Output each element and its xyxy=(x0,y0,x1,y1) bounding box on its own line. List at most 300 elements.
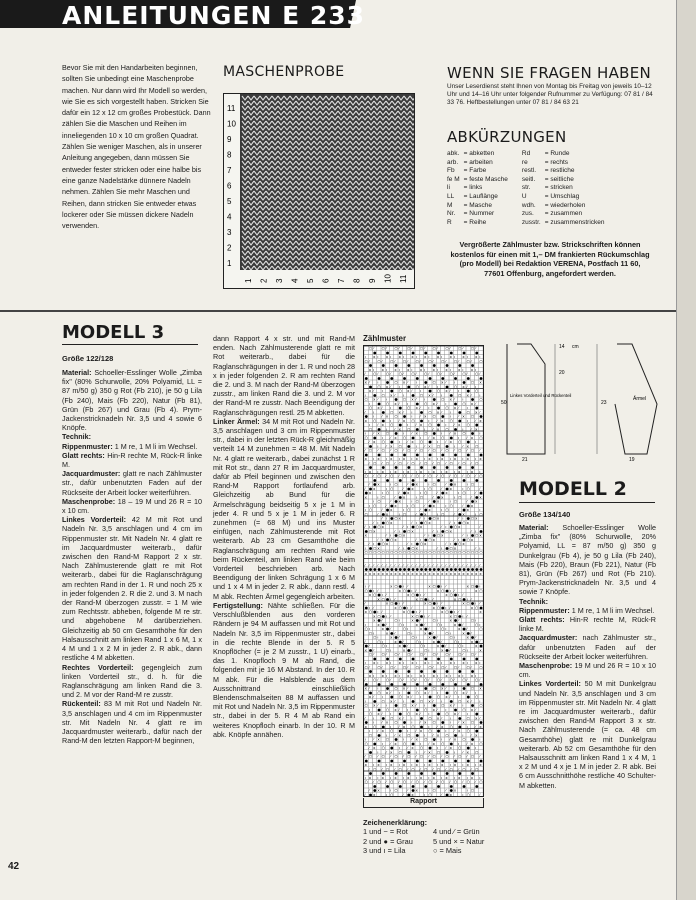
svg-text:⁄: ⁄ xyxy=(475,400,476,406)
svg-text:○: ○ xyxy=(381,643,385,649)
svg-text:●: ● xyxy=(466,515,470,521)
svg-text:⁄: ⁄ xyxy=(419,766,421,772)
svg-text:●: ● xyxy=(475,477,479,483)
svg-text:⁄: ⁄ xyxy=(436,545,438,551)
svg-text:●: ● xyxy=(390,439,394,445)
svg-text:⁄: ⁄ xyxy=(385,779,387,785)
svg-text:ı: ı xyxy=(466,774,468,780)
svg-text:x: x xyxy=(377,430,380,436)
svg-text:x: x xyxy=(419,570,423,576)
svg-text:○: ○ xyxy=(462,519,466,525)
svg-text:○: ○ xyxy=(385,766,390,772)
svg-text:ı: ı xyxy=(364,583,366,589)
svg-text:x: x xyxy=(479,762,482,768)
header-title: ANLEITUNGEN E 233 xyxy=(62,1,366,30)
abk-key: Fb xyxy=(447,167,455,175)
svg-text:○: ○ xyxy=(458,651,462,657)
svg-text:⁄: ⁄ xyxy=(411,562,412,568)
svg-text:ı: ı xyxy=(424,515,426,521)
svg-text:○: ○ xyxy=(436,677,441,683)
svg-text:x: x xyxy=(424,600,427,606)
svg-text:ı: ı xyxy=(419,536,421,542)
svg-text:⁄: ⁄ xyxy=(458,609,459,615)
svg-text:○: ○ xyxy=(470,515,475,521)
svg-text:x: x xyxy=(441,417,444,423)
svg-text:⁄: ⁄ xyxy=(411,736,412,742)
svg-text:⁄: ⁄ xyxy=(479,409,480,415)
svg-text:●: ● xyxy=(373,524,377,530)
paragraph-heading: Technik: xyxy=(62,432,92,442)
svg-text:ı: ı xyxy=(475,672,477,678)
svg-text:●: ● xyxy=(470,396,475,402)
svg-text:●: ● xyxy=(458,770,462,776)
svg-text:○: ○ xyxy=(381,392,385,398)
svg-text:○: ○ xyxy=(390,485,394,491)
svg-text:⁄: ⁄ xyxy=(458,617,459,623)
svg-text:x: x xyxy=(466,583,469,589)
svg-text:○: ○ xyxy=(394,549,398,555)
svg-text:○: ○ xyxy=(458,698,462,704)
svg-text:x: x xyxy=(475,660,478,666)
svg-text:○: ○ xyxy=(466,549,470,555)
svg-text:x: x xyxy=(411,354,414,360)
svg-text:ı: ı xyxy=(428,723,430,729)
abk-value: = Reihe xyxy=(463,218,487,226)
ruler-tick-label: 8 xyxy=(352,278,362,283)
svg-text:x: x xyxy=(479,609,482,615)
svg-text:x: x xyxy=(402,494,406,500)
svg-text:ı: ı xyxy=(441,468,443,474)
svg-text:⁄: ⁄ xyxy=(470,562,472,568)
svg-text:x: x xyxy=(462,719,465,725)
svg-text:⁄: ⁄ xyxy=(419,413,421,419)
svg-text:x: x xyxy=(475,715,478,721)
adjacent-page-edge xyxy=(676,0,696,900)
svg-text:⁄: ⁄ xyxy=(445,562,446,568)
svg-text:x: x xyxy=(436,643,440,649)
svg-text:●: ● xyxy=(373,349,377,355)
paragraph xyxy=(519,523,656,597)
paragraph-text: 83 M mit Rot und Nadeln Nr. 3,5 anschlagen und 4 cm im Rippenmuster str. Mit Nadeln Nr. 4 glatt re im Jacquardmuster weiterarb., dafür nach der Rand-M den letzten Rapport-M beginnen, xyxy=(62,699,202,746)
svg-text:x: x xyxy=(398,515,401,521)
svg-text:○: ○ xyxy=(402,396,407,402)
svg-text:x: x xyxy=(364,570,367,576)
svg-text:○: ○ xyxy=(390,536,394,542)
svg-text:⁄: ⁄ xyxy=(424,562,425,568)
svg-text:●: ● xyxy=(449,787,453,793)
svg-text:ı: ı xyxy=(411,587,413,593)
svg-text:●: ● xyxy=(385,536,390,542)
abk-value: = feste Masche xyxy=(463,175,508,183)
svg-text:●: ● xyxy=(470,634,475,640)
svg-text:○: ○ xyxy=(453,613,458,619)
svg-text:●: ● xyxy=(428,681,432,687)
svg-text:x: x xyxy=(402,723,406,729)
svg-text:⁄: ⁄ xyxy=(428,371,429,377)
svg-text:x: x xyxy=(453,762,457,768)
svg-text:●: ● xyxy=(402,719,407,725)
svg-text:ı: ı xyxy=(402,583,404,589)
svg-text:ı: ı xyxy=(411,672,413,678)
svg-text:●: ● xyxy=(458,715,462,721)
svg-text:x: x xyxy=(462,570,465,576)
svg-text:⁄: ⁄ xyxy=(453,396,455,402)
svg-text:⁄: ⁄ xyxy=(398,346,400,351)
paragraph-text: 34 M mit Rot und Nadeln Nr. 3,5 anschlagen und 3 cm im Rippenmuster str., dabei in der letzten Rück-R gleichmäßig verteilt 14 M zunehmen = 48 M. Mit Nadeln Nr. 4 glatt re weiterarb., dabei zunächst 1 R mit Rot str., dann 27 R im Jacquardmuster, dafür ab Pfeil beginnen und zwischen den Rand-M Rapport fortlaufend arb. Gleichzeitig ab Bund für die Ärmelschrägung beidseitig 5 x je 1 M in jeder 4. R und 5 x je 1 M in jeder 6. R zunehmen (= 68 M) und ins Muster einfügen, nach Zählmusterende mit Rot weiterarb. Ab 23 cm Gesamthöhe die Raglanschrägung am rechten Rand wie beim Rückenteil, am linken Rand wie beim Vorderteil beschrieben arb. Nach Beendigung der linken Schrägung 1 x 6 M und 1 x 4 M in jeder 2. R abk., dann restl. 4 M abk. Rechten Ärmel gegengleich arbeiten. xyxy=(213,416,355,601)
svg-text:⁄: ⁄ xyxy=(377,511,378,517)
svg-text:ı: ı xyxy=(475,745,477,751)
svg-text:○: ○ xyxy=(453,779,458,785)
svg-text:x: x xyxy=(411,791,414,796)
svg-text:●: ● xyxy=(462,596,466,602)
svg-text:x: x xyxy=(441,456,444,462)
svg-text:⁄: ⁄ xyxy=(479,753,480,759)
svg-text:ı: ı xyxy=(368,626,370,632)
svg-text:⁄: ⁄ xyxy=(424,502,425,508)
svg-text:ı: ı xyxy=(458,388,460,394)
svg-text:⁄: ⁄ xyxy=(385,651,387,657)
svg-text:○: ○ xyxy=(364,587,368,593)
legend-entry: 4 und ⁄ = Grün xyxy=(433,827,480,837)
svg-text:○: ○ xyxy=(419,698,424,704)
svg-text:●: ● xyxy=(385,477,390,483)
svg-text:ı: ı xyxy=(441,774,443,780)
paragraph-text: 1 M re, 1 M li im Wechsel. xyxy=(112,441,198,451)
svg-text:●: ● xyxy=(436,728,441,734)
svg-text:ı: ı xyxy=(475,762,477,768)
svg-text:○: ○ xyxy=(479,396,483,402)
svg-text:x: x xyxy=(415,545,418,551)
svg-text:ı: ı xyxy=(449,541,451,547)
svg-text:⁄: ⁄ xyxy=(424,779,425,785)
svg-text:●: ● xyxy=(458,409,462,415)
svg-text:ı: ı xyxy=(475,689,477,695)
svg-text:○: ○ xyxy=(432,447,436,453)
svg-text:⁄: ⁄ xyxy=(381,664,383,670)
svg-text:●: ● xyxy=(419,519,424,525)
svg-text:x: x xyxy=(479,379,482,385)
svg-text:○: ○ xyxy=(390,600,394,606)
svg-text:ı: ı xyxy=(407,728,409,734)
svg-text:○: ○ xyxy=(402,779,407,785)
svg-text:x: x xyxy=(407,388,410,394)
svg-text:x: x xyxy=(458,468,461,474)
svg-text:x: x xyxy=(428,762,431,768)
svg-text:⁄: ⁄ xyxy=(453,587,455,593)
svg-text:⁄: ⁄ xyxy=(441,677,442,683)
svg-text:●: ● xyxy=(449,524,453,530)
svg-text:x: x xyxy=(466,570,469,576)
svg-text:ı: ı xyxy=(419,434,421,440)
svg-text:●: ● xyxy=(445,485,449,491)
svg-text:○: ○ xyxy=(368,405,373,411)
svg-text:●: ● xyxy=(428,388,432,394)
svg-text:⁄: ⁄ xyxy=(432,494,434,500)
svg-text:●: ● xyxy=(445,749,449,755)
svg-text:ı: ı xyxy=(458,490,460,496)
svg-text:○: ○ xyxy=(368,549,373,555)
svg-text:⁄: ⁄ xyxy=(445,460,446,466)
svg-text:⁄: ⁄ xyxy=(475,634,476,640)
svg-text:x: x xyxy=(445,570,448,576)
svg-text:⁄: ⁄ xyxy=(428,613,429,619)
svg-text:⁄: ⁄ xyxy=(432,426,434,432)
svg-text:⁄: ⁄ xyxy=(398,634,400,640)
svg-text:⁄: ⁄ xyxy=(479,485,480,491)
svg-text:○: ○ xyxy=(475,677,479,683)
svg-text:x: x xyxy=(415,570,418,576)
svg-text:x: x xyxy=(466,698,469,704)
svg-text:○: ○ xyxy=(381,651,385,657)
svg-text:x: x xyxy=(377,711,380,717)
svg-text:●: ● xyxy=(377,592,381,598)
paragraph-heading: Glatt rechts: xyxy=(62,450,105,460)
svg-text:⁄: ⁄ xyxy=(398,723,400,729)
svg-text:○: ○ xyxy=(381,494,385,500)
abk-row xyxy=(447,202,609,211)
svg-text:●: ● xyxy=(407,587,411,593)
svg-text:⁄: ⁄ xyxy=(377,562,378,568)
svg-text:○: ○ xyxy=(415,498,419,504)
svg-text:ı: ı xyxy=(424,672,426,678)
svg-text:●: ● xyxy=(458,464,462,470)
svg-text:x: x xyxy=(466,456,469,462)
svg-text:⁄: ⁄ xyxy=(381,413,383,419)
svg-text:x: x xyxy=(470,706,474,712)
svg-text:○: ○ xyxy=(411,545,415,551)
svg-text:x: x xyxy=(373,745,376,751)
svg-text:●: ● xyxy=(479,528,483,534)
paragraph xyxy=(519,615,656,633)
svg-text:○: ○ xyxy=(436,460,441,466)
svg-text:○: ○ xyxy=(390,728,394,734)
svg-text:x: x xyxy=(449,485,452,491)
svg-text:ı: ı xyxy=(436,600,438,606)
svg-text:○: ○ xyxy=(466,358,470,364)
svg-text:x: x xyxy=(453,570,457,576)
ruler-tick-label: 1 xyxy=(227,259,232,268)
svg-text:○: ○ xyxy=(453,549,458,555)
svg-text:x: x xyxy=(368,774,372,780)
svg-text:●: ● xyxy=(385,596,390,602)
svg-text:⁄: ⁄ xyxy=(368,583,370,589)
svg-text:○: ○ xyxy=(428,358,432,364)
svg-text:●: ● xyxy=(368,791,373,796)
svg-text:⁄: ⁄ xyxy=(368,541,370,547)
svg-text:⁄: ⁄ xyxy=(394,358,395,364)
svg-text:ı: ı xyxy=(479,468,481,474)
svg-text:○: ○ xyxy=(390,549,394,555)
svg-text:○: ○ xyxy=(449,417,453,423)
svg-text:●: ● xyxy=(470,532,475,538)
svg-text:●: ● xyxy=(402,528,407,534)
svg-text:x: x xyxy=(368,672,372,678)
svg-text:ı: ı xyxy=(385,366,387,372)
svg-text:x: x xyxy=(394,366,397,372)
svg-text:○: ○ xyxy=(445,426,449,432)
abk-row xyxy=(447,167,609,176)
vorderteil-label: Linkes Vorderteil und Rückenteil xyxy=(510,393,572,398)
svg-text:x: x xyxy=(381,468,384,474)
svg-text:●: ● xyxy=(436,477,441,483)
svg-text:ı: ı xyxy=(377,494,379,500)
svg-text:●: ● xyxy=(385,507,390,513)
svg-text:●: ● xyxy=(428,451,432,457)
svg-text:⁄: ⁄ xyxy=(390,689,391,695)
svg-text:⁄: ⁄ xyxy=(411,346,412,351)
svg-text:○: ○ xyxy=(424,736,428,742)
svg-text:ı: ı xyxy=(364,736,366,742)
svg-text:○: ○ xyxy=(432,413,436,419)
svg-text:x: x xyxy=(466,749,469,755)
svg-text:●: ● xyxy=(390,745,394,751)
svg-text:x: x xyxy=(428,443,431,449)
svg-text:●: ● xyxy=(377,757,381,763)
ruler-tick-label: 5 xyxy=(306,278,315,283)
svg-text:○: ○ xyxy=(441,626,445,632)
svg-text:⁄: ⁄ xyxy=(466,689,468,695)
svg-text:●: ● xyxy=(411,434,415,440)
svg-text:●: ● xyxy=(449,434,453,440)
svg-text:○: ○ xyxy=(368,630,373,636)
svg-text:○: ○ xyxy=(385,460,390,466)
svg-text:⁄: ⁄ xyxy=(458,719,459,725)
svg-text:●: ● xyxy=(441,757,445,763)
svg-text:x: x xyxy=(402,456,406,462)
svg-text:○: ○ xyxy=(449,723,453,729)
svg-text:ı: ı xyxy=(407,524,409,530)
svg-text:ı: ı xyxy=(402,774,404,780)
svg-text:⁄: ⁄ xyxy=(419,358,421,364)
svg-text:○: ○ xyxy=(458,494,462,500)
svg-text:○: ○ xyxy=(424,490,428,496)
svg-text:⁄: ⁄ xyxy=(453,422,455,428)
svg-text:⁄: ⁄ xyxy=(377,396,378,402)
svg-text:⁄: ⁄ xyxy=(424,749,425,755)
svg-text:⁄: ⁄ xyxy=(407,379,408,385)
svg-text:●: ● xyxy=(390,757,394,763)
svg-text:○: ○ xyxy=(466,779,470,785)
svg-text:●: ● xyxy=(466,451,470,457)
svg-text:ı: ı xyxy=(462,732,464,738)
svg-text:●: ● xyxy=(428,566,432,572)
svg-text:ı: ı xyxy=(462,426,464,432)
svg-text:ı: ı xyxy=(407,604,409,610)
svg-text:⁄: ⁄ xyxy=(407,583,408,589)
svg-text:x: x xyxy=(398,587,401,593)
svg-text:○: ○ xyxy=(436,532,441,538)
svg-text:⁄: ⁄ xyxy=(466,371,468,377)
svg-text:○: ○ xyxy=(458,753,462,759)
svg-text:●: ● xyxy=(436,422,441,428)
svg-text:x: x xyxy=(419,626,423,632)
svg-text:●: ● xyxy=(398,566,402,572)
svg-text:○: ○ xyxy=(428,473,432,479)
svg-text:○: ○ xyxy=(424,766,428,772)
svg-text:⁄: ⁄ xyxy=(368,745,370,751)
svg-text:⁄: ⁄ xyxy=(436,651,438,657)
svg-text:●: ● xyxy=(398,638,402,644)
svg-text:○: ○ xyxy=(479,702,483,708)
svg-text:ı: ı xyxy=(441,507,443,513)
svg-text:○: ○ xyxy=(364,702,368,708)
svg-text:ı: ı xyxy=(402,545,404,551)
svg-text:○: ○ xyxy=(436,371,441,377)
svg-text:○: ○ xyxy=(449,677,453,683)
svg-text:ı: ı xyxy=(398,383,400,389)
svg-text:○: ○ xyxy=(368,711,373,717)
svg-text:x: x xyxy=(449,354,452,360)
legend-entry: ○ = Mais xyxy=(433,845,462,855)
svg-text:●: ● xyxy=(436,655,441,661)
svg-text:●: ● xyxy=(394,600,398,606)
svg-text:x: x xyxy=(432,536,435,542)
svg-text:ı: ı xyxy=(475,617,477,623)
svg-text:ı: ı xyxy=(462,702,464,708)
svg-text:⁄: ⁄ xyxy=(424,443,425,449)
svg-text:⁄: ⁄ xyxy=(402,409,404,415)
svg-text:●: ● xyxy=(398,422,402,428)
svg-text:x: x xyxy=(441,723,444,729)
svg-text:ı: ı xyxy=(368,604,370,610)
measure-50: 50 xyxy=(501,400,507,406)
svg-text:⁄: ⁄ xyxy=(428,740,429,746)
svg-text:○: ○ xyxy=(479,587,483,593)
svg-text:●: ● xyxy=(424,626,428,632)
svg-text:○: ○ xyxy=(411,677,415,683)
svg-text:ı: ı xyxy=(428,647,430,653)
svg-text:●: ● xyxy=(402,604,407,610)
svg-text:x: x xyxy=(402,379,406,385)
svg-text:x: x xyxy=(458,626,461,632)
svg-text:○: ○ xyxy=(398,371,402,377)
svg-text:ı: ı xyxy=(424,643,426,649)
svg-text:ı: ı xyxy=(381,638,383,644)
svg-text:○: ○ xyxy=(470,549,475,555)
svg-text:⁄: ⁄ xyxy=(364,371,366,377)
svg-text:●: ● xyxy=(475,655,479,661)
svg-text:○: ○ xyxy=(470,719,475,725)
svg-text:○: ○ xyxy=(479,511,483,517)
svg-text:●: ● xyxy=(394,566,398,572)
svg-text:⁄: ⁄ xyxy=(466,613,468,619)
abk-title: ABKÜRZUNGEN xyxy=(447,128,567,146)
svg-text:x: x xyxy=(377,787,380,793)
svg-text:○: ○ xyxy=(394,685,398,691)
svg-text:x: x xyxy=(432,468,435,474)
svg-text:⁄: ⁄ xyxy=(449,779,451,785)
svg-text:●: ● xyxy=(402,643,407,649)
ruler-tick-label: 3 xyxy=(227,228,232,237)
svg-text:○: ○ xyxy=(436,766,441,772)
pattern-grid xyxy=(364,346,483,796)
svg-text:●: ● xyxy=(466,681,470,687)
svg-text:●: ● xyxy=(419,417,424,423)
svg-text:x: x xyxy=(475,409,478,415)
svg-text:⁄: ⁄ xyxy=(415,562,417,568)
svg-text:ı: ı xyxy=(441,583,443,589)
svg-text:●: ● xyxy=(475,728,479,734)
svg-text:○: ○ xyxy=(377,664,381,670)
svg-text:⁄: ⁄ xyxy=(394,732,395,738)
svg-text:●: ● xyxy=(466,630,470,636)
svg-text:⁄: ⁄ xyxy=(466,753,468,759)
svg-text:x: x xyxy=(411,702,414,708)
svg-text:●: ● xyxy=(419,566,424,572)
svg-text:x: x xyxy=(479,685,482,691)
svg-text:⁄: ⁄ xyxy=(445,643,446,649)
svg-text:ı: ı xyxy=(390,354,392,360)
